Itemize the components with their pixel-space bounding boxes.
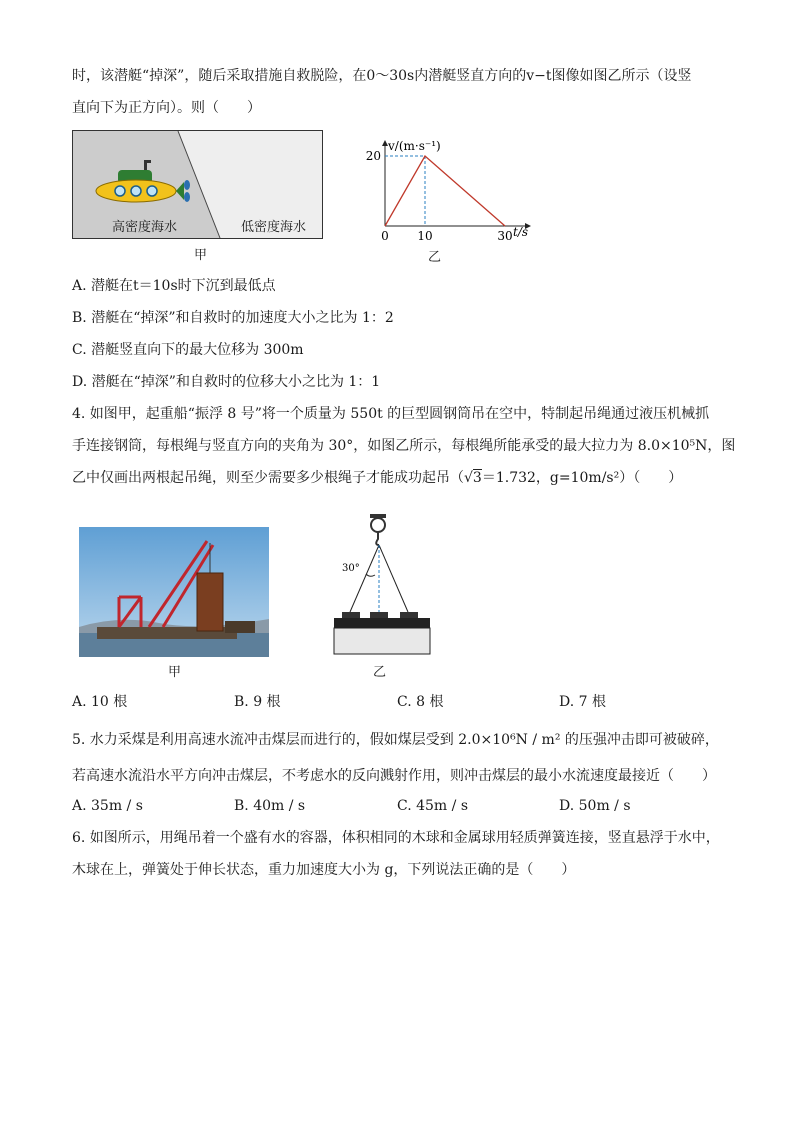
sqrt-symbol: √ (464, 470, 473, 486)
q3-option-d: D. 潜艇在“掉深”和自救时的位移大小之比为 1：1 (72, 374, 381, 390)
vt-chart (345, 138, 545, 248)
q4-option-c: C. 8 根 (397, 694, 444, 710)
crane-ship-photo (79, 527, 269, 657)
pulley-icon (371, 518, 385, 532)
x-tick-label: 30 (497, 229, 513, 243)
q4-option-d: D. 7 根 (559, 694, 606, 710)
x-tick-label: 0 (381, 229, 389, 243)
figure-b-caption: 乙 (428, 250, 442, 265)
velocity-series-line (385, 156, 505, 226)
q3-option-c: C. 潜艇竖直向下的最大位移为 300m (72, 342, 304, 358)
y-axis-label: v/(m·s⁻¹) (388, 139, 441, 153)
angle-label: 30° (342, 563, 360, 574)
y-tick-label: 20 (365, 149, 381, 163)
x-axis-label: t/s (513, 225, 529, 239)
q4-line-3-text: 乙中仅画出两根起吊绳，则至少需要多少根绳子才能成功起吊（ (72, 470, 464, 486)
q6-line-1: 6. 如图所示，用绳吊着一个盛有水的容器，体积相同的木球和金属球用轻质弹簧连接，竖直悬浮于水中， (72, 830, 720, 846)
steel-cylinder (334, 628, 430, 654)
q4-line-1: 4. 如图甲，起重船“振浮 8 号”将一个质量为 550t 的巨型圆钢筒吊在空中，特制起吊绳通过液压机械抓 (72, 406, 710, 422)
q5-option-d: D. 50m / s (559, 798, 631, 814)
q3-option-a: A. 潜艇在t＝10s时下沉到最低点 (72, 278, 276, 294)
q6-line-2: 木球在上，弹簧处于伸长状态，重力加速度大小为 g，下列说法正确的是（ ） (72, 862, 576, 878)
q4-line-3 (72, 468, 722, 488)
intro-line-2: 直向下为正方向）。则（ ） (72, 100, 261, 116)
q4-figure-a-caption: 甲 (168, 665, 182, 680)
q4-option-b: B. 9 根 (234, 694, 281, 710)
sqrt-radicand: 3 (472, 470, 482, 486)
rope-diagram (330, 512, 440, 660)
gripper-icons (342, 612, 418, 618)
q3-option-b: B. 潜艇在“掉深”和自救时的加速度大小之比为 1：2 (72, 310, 394, 326)
x-tick-label: 10 (417, 229, 433, 243)
q4-option-a: A. 10 根 (72, 694, 128, 710)
figure-a-caption: 甲 (194, 248, 208, 263)
q5-line-2: 若高速水流沿水平方向冲击煤层，不考虑水的反向溅射作用，则冲击煤层的最小水流速度最接近（ ） (72, 768, 716, 784)
q4-figure-b-caption: 乙 (373, 665, 387, 680)
q5-line-1: 5. 水力采煤是利用高速水流冲击煤层而进行的，假如煤层受到 2.0×10⁶N / m² 的压强冲击即可被破碎， (72, 732, 719, 748)
q4-formula: ＝1.732，g=10m/s²）（ ） (481, 470, 683, 486)
q5-option-b: B. 40m / s (234, 798, 306, 814)
hook-icon (376, 532, 379, 545)
right-rope (379, 545, 408, 612)
low-density-label: 低密度海水 (241, 220, 307, 235)
q5-option-a: A. 35m / s (72, 798, 143, 814)
angle-arc (366, 574, 375, 576)
left-rope (350, 545, 379, 612)
high-density-label: 高密度海水 (112, 220, 178, 235)
q5-option-c: C. 45m / s (397, 798, 469, 814)
intro-line-1: 时，该潜艇“掉深”，随后采取措施自救脱险，在0～30s内潜艇竖直方向的v−t图像如图乙所示（设竖 (72, 68, 692, 84)
q4-line-2: 手连接钢筒，每根绳与竖直方向的夹角为 30°，如图乙所示，每根绳所能承受的最大拉力为 8.0×10⁵N，图 (72, 438, 736, 454)
